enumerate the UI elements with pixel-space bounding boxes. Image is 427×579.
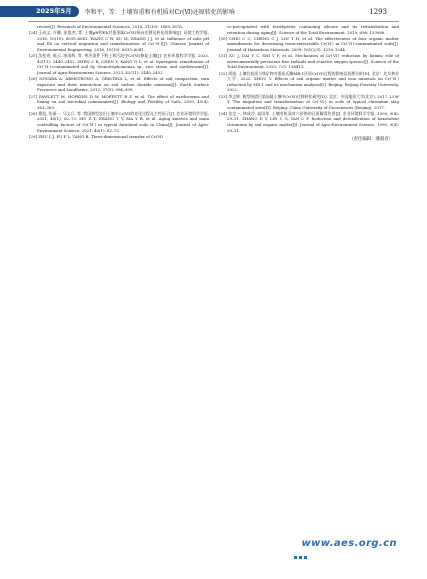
reference-entry: [30] CHIU C C, CHENG C J, LIN T H, et al. The effectiveness of four organic matter amendments for decreasing resin-extractable Cr(Ⅵ) in Cr(Ⅵ)-contaminated soils[J]. Journal of Hazardous Materials, 2009, 161(2/3): 1239–1244. bbox=[219, 35, 399, 52]
reference-entry: [31] XU J, DAI Y C, SHI Y F, et al. Mechanism of Cr(Ⅵ) reduction by humin: role of environmentally persistent free radicals and reactive oxygen species[J]. Science of the Total Environment, 2020, 725: 138413. bbox=[219, 53, 399, 70]
reference-entry: [34] 张定一, 林成谷, 高国华. 土壤有机质对六价铬的还原解毒作用[J]. 农业环境科学学报, 1990, 9(4): 29–31. ZHANG D Y, LIN C G, YAN C P. Reduction and detoxification of hexavalent chromium by soil organic matter[J]. Journal of Agro-Environment Science, 1990, 9(4): 29–31. bbox=[219, 110, 399, 133]
footer-dot bbox=[299, 556, 302, 559]
running-title: 李和平，等：土壤容重和有机质对Cr(Ⅵ)还原转化的影响 bbox=[84, 8, 235, 16]
references-body bbox=[29, 24, 399, 354]
reference-entry: co-precipitated with ferrihydrite containing silicate and its redistribution and retention during aging[J]. Science of the Total Environment, 2019, 696: 133966. bbox=[227, 24, 399, 35]
header-divider bbox=[28, 21, 399, 22]
page-number: 1293 bbox=[369, 8, 387, 16]
reference-entry: [32] 周逸. 土壤有机质与铁矿物对重质氏酶MR-1还原Cr(Ⅵ)过程的影响及机理分析[D]. 北京：北京林业大学, 2022. ZHOU Y. Effects of soil organic matter and iron minerals on Cr(Ⅵ) reduction by MR-1 and its mechanism analysis[D]. Beijing: Beijing Forestry University, 2022. bbox=[219, 70, 399, 93]
footer-dot bbox=[304, 556, 307, 559]
references-right-list bbox=[219, 24, 399, 133]
editor-note: （责任编辑：潘淑君） bbox=[349, 137, 393, 143]
reference-entry: [24] 王成文, 许卿, 张俊杰, 等. 土壤pH和Eh对重金属Cr(Ⅵ)纵向迁移及转化的影响[J]. 环境工程学报, 2016, 10(10): 6035–6041. WANG C W, XU M, ZHANG J J, et al. Influence of soils pH and Eh on vertical migration and transformation of Cr(Ⅵ)[J]. Chinese Journal of Environmental Engineering, 2016, 10(10): 6035–6041. bbox=[29, 30, 209, 52]
reference-entry: [29] ZHU L J, FU F L, TANG B. Three-dimensional transfer of Cr(Ⅵ) bbox=[29, 133, 163, 139]
reference-entry: [26] NOVARA A, ARMSTRONG A, GRISTINA L, et al. Effects of soil compaction, rain exposure and their interaction on soil carbon dioxide emission[J]. Earth Surface Processes and Landforms, 2012, 37(9): 994–999. bbox=[29, 76, 209, 93]
page-header bbox=[0, 0, 427, 16]
footer-decoration bbox=[294, 556, 307, 559]
journal-website-link[interactable]: www.aes.org.cn bbox=[301, 538, 397, 549]
references-left-column bbox=[29, 24, 209, 354]
reference-entry: [27] PAWLETT M, HOPKINS D W, MOFFETT B F, et al. The effect of earthworms and liming on soil microbial communities[J]. Biology and Fertility of Soils, 2009, 45(4): 361–369. bbox=[29, 93, 209, 110]
reference-entry: [28] 穆祖, 张丽一, 马义兵, 等. 我国典型农田土壤中Cr(Ⅵ)的老化过程及主控因子[J]. 农业环境科学学报, 2021, 40(1): 62–73. MU Z T, ZHANG Y Y, MA Y B, et al. Aging kinetics and main controlling factors of Cr(Ⅵ) in typical farmland soils in China[J]. Journal of Agro-Environment Science, 2021, 40(1): 62–73. bbox=[29, 110, 209, 133]
reference-entry: [25] 沈松贵, 陈云, 康清辉, 等. 寒冷条件下粉土和污泥中Cr(Ⅵ)修复土壤[J]. 农业环境科学学报, 2023, 42(11): 2440–2452. SHEN S R, CHEN Y, KANG Q L, et al. Synergistic remediation of Cr(Ⅵ)-contaminated soil by Stenotrophomonas sp., rice straw, and earthworms[J]. Journal of Agro-Environment Science, 2023, 42(11): 2440–2452. bbox=[29, 53, 209, 75]
references-right-column bbox=[219, 24, 399, 354]
issue-date-tag: 2025年5月 bbox=[0, 6, 79, 17]
footer-dot bbox=[294, 556, 297, 559]
reference-entry: [33] 李文婷. 典型铬渣污染场地土壤中Cr(Ⅵ)迁移转化研究[D]. 北京：中国地质大学(北京), 2017. LI W T. The migration and transformation of Cr(Ⅵ) in soils of typical chromium slag contaminated sites[D]. Beijing: China University of Geosciences (Beijing), 2017. bbox=[219, 93, 399, 110]
reference-entry: review[J]. Research of Environmental Sciences, 2018, 31(10): 1669–1676. bbox=[37, 24, 184, 29]
